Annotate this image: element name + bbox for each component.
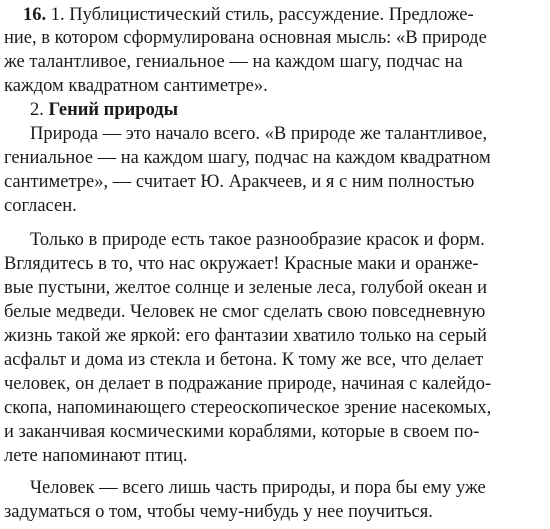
section-heading <box>30 99 178 121</box>
p2-line-3: вые пустыни, желтое солнце и зеленые леса, голубой океан и <box>4 278 488 298</box>
p2-line-2: Вглядитесь в то, что нас окружает! Красные маки и оранже- <box>4 254 479 274</box>
p2-line-7: человек, он делает в подражание природе, начиная с калейдо- <box>4 374 492 394</box>
part1-line-4: каждом квадратном сантиметре». <box>4 76 268 96</box>
heading-number: 2. <box>30 100 44 120</box>
part1-line-2: ние, в котором сформулирована основная мысль: «В природе <box>4 28 487 48</box>
p1-line-1: Природа — это начало всего. «В природе же талантливое, <box>30 124 488 144</box>
p1-line-2: гениальное — на каждом шагу, подчас на каждом квадратном <box>4 148 491 168</box>
p2-line-1: Только в природе есть такое разнообразие красок и форм. <box>30 230 485 250</box>
p2-line-5: жизнь такой же яркой: его фантазии хватило только на серый <box>4 326 487 346</box>
heading-title: Гений природы <box>48 100 179 120</box>
p2-line-9: и заканчивая космическими кораблями, которые в своем по- <box>4 422 480 442</box>
p2-line-8: скопа, напоминающего стереоскопическое зрение насекомых, <box>4 398 492 418</box>
task-line-1 <box>23 4 474 26</box>
p3-line-1: Человек — всего лишь часть природы, и пора бы ему уже <box>30 478 486 498</box>
task-number: 16. <box>23 5 47 25</box>
part1-line-3: же талантливое, гениальное — на каждом шагу, подчас на <box>4 52 463 72</box>
p3-line-2: задуматься о том, чтобы чему-нибудь у нее поучиться. <box>4 502 433 522</box>
p2-line-10: лете напоминают птиц. <box>4 446 188 466</box>
p2-line-6: асфальт и дома из стекла и бетона. К тому же все, что делает <box>4 350 484 370</box>
p1-line-3: сантиметре», — считает Ю. Аракчеев, и я с ним полностью <box>4 172 475 192</box>
p2-line-4: белые медведи. Человек не смог сделать свою повседневную <box>4 302 486 322</box>
p1-line-4: согласен. <box>4 196 77 216</box>
part1-line-1: 1. Публицистический стиль, рассуждение. Предложе- <box>50 5 474 25</box>
